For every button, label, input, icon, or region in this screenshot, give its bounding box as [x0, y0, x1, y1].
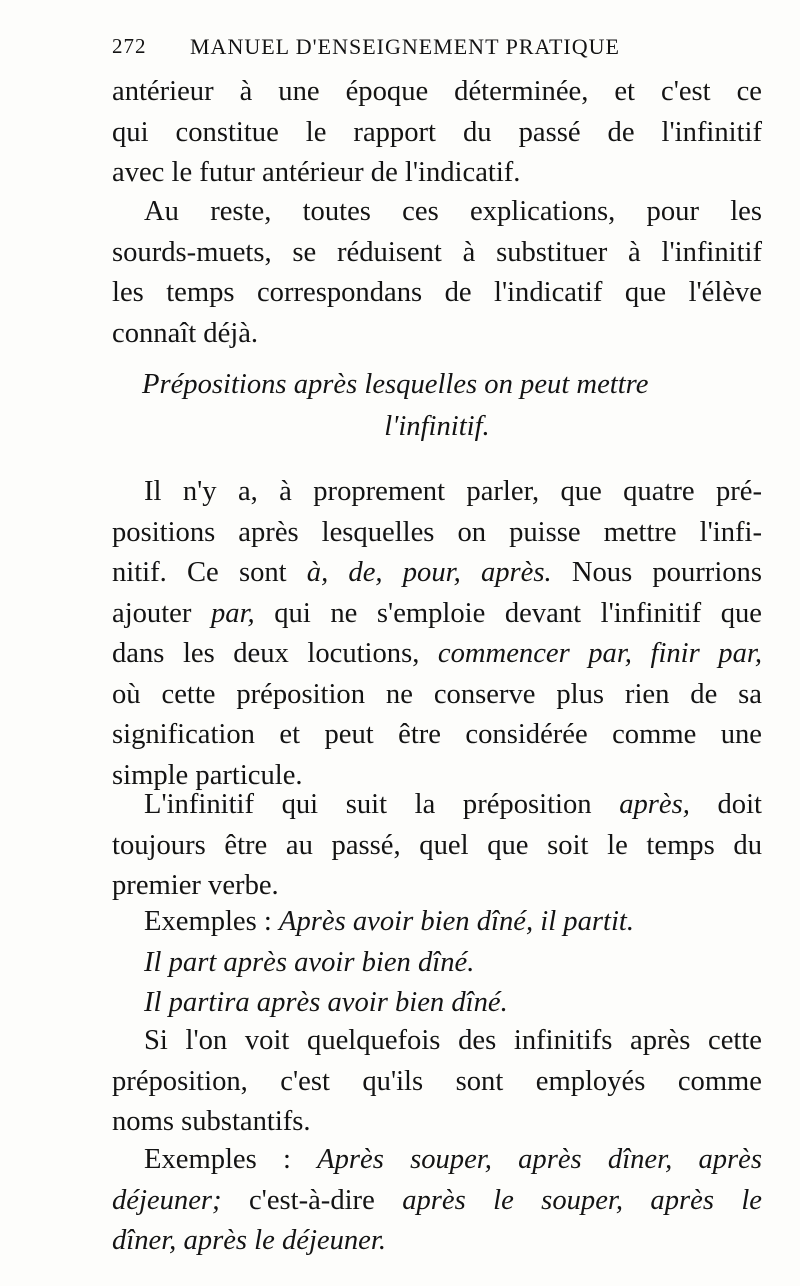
- example-line: Exemples : Après avoir bien dîné, il partit.: [144, 906, 635, 937]
- examples-block: [112, 1140, 762, 1262]
- example-line: Il partira après avoir bien dîné.: [144, 987, 508, 1018]
- example-line: Il part après avoir bien dîné.: [144, 946, 475, 978]
- paragraph-substantifs: [112, 1021, 762, 1143]
- text-line: antérieur à une époque déterminée, et c'est ce: [112, 76, 762, 107]
- text-line: Il n'y a, à proprement parler, que quatre pré-: [144, 476, 762, 507]
- running-title: MANUEL D'ENSEIGNEMENT PRATIQUE: [190, 34, 620, 59]
- text-line: L'infinitif qui suit la préposition après, doit: [144, 789, 762, 820]
- text-line: simple particule.: [112, 759, 303, 791]
- examples-label: Exemples :: [144, 906, 279, 937]
- example-line: dîner, après le déjeuner.: [112, 1225, 386, 1256]
- example-line: Exemples : Après souper, après dîner, après: [144, 1144, 762, 1175]
- text-line: connaît déjà.: [112, 317, 259, 349]
- text-line: préposition, c'est qu'ils sont employés comme: [112, 1065, 762, 1097]
- paragraph-continuation: [112, 72, 762, 194]
- text-line: Au reste, toutes ces explications, pour les: [144, 196, 762, 227]
- text-line: premier verbe.: [112, 870, 279, 901]
- text-line: qui constitue le rapport du passé de l'infinitif: [112, 116, 762, 148]
- text-line: Si l'on voit quelquefois des infinitifs après cette: [144, 1025, 762, 1056]
- page-header: [112, 34, 672, 64]
- section-heading: [112, 364, 762, 448]
- text-line: toujours être au passé, quel que soit le temps du: [112, 829, 762, 861]
- paragraph-au-reste: [112, 192, 762, 354]
- text-line: sourds-muets, se réduisent à substituer à l'infinitif: [112, 236, 762, 268]
- paragraph-apres: [112, 785, 762, 907]
- text-line: ajouter par, qui ne s'emploie devant l'infinitif que: [112, 597, 762, 629]
- examples-label: Exemples :: [144, 1144, 318, 1175]
- text-line: positions après lesquelles on puisse mettre l'infi-: [112, 516, 762, 548]
- text-line: les temps correspondans de l'indicatif que l'élève: [112, 277, 762, 308]
- examples-block: [112, 902, 762, 1024]
- example-line: déjeuner; c'est-à-dire après le souper, après le: [112, 1184, 763, 1216]
- text-line: avec le futur antérieur de l'indicatif.: [112, 157, 521, 188]
- heading-line: l'infinitif.: [384, 411, 490, 442]
- text-line: noms substantifs.: [112, 1106, 311, 1137]
- heading-line: Prépositions après lesquelles on peut mettre: [142, 369, 649, 400]
- text-line: dans les deux locutions, commencer par, finir par,: [112, 638, 762, 669]
- page-number: 272: [112, 34, 147, 58]
- text-line: où cette préposition ne conserve plus rien de sa: [112, 678, 762, 710]
- text-line: signification et peut être considérée comme une: [112, 719, 762, 750]
- text-line: nitif. Ce sont à, de, pour, après. Nous pourrions: [112, 557, 762, 588]
- paragraph-prepositions: [112, 472, 762, 796]
